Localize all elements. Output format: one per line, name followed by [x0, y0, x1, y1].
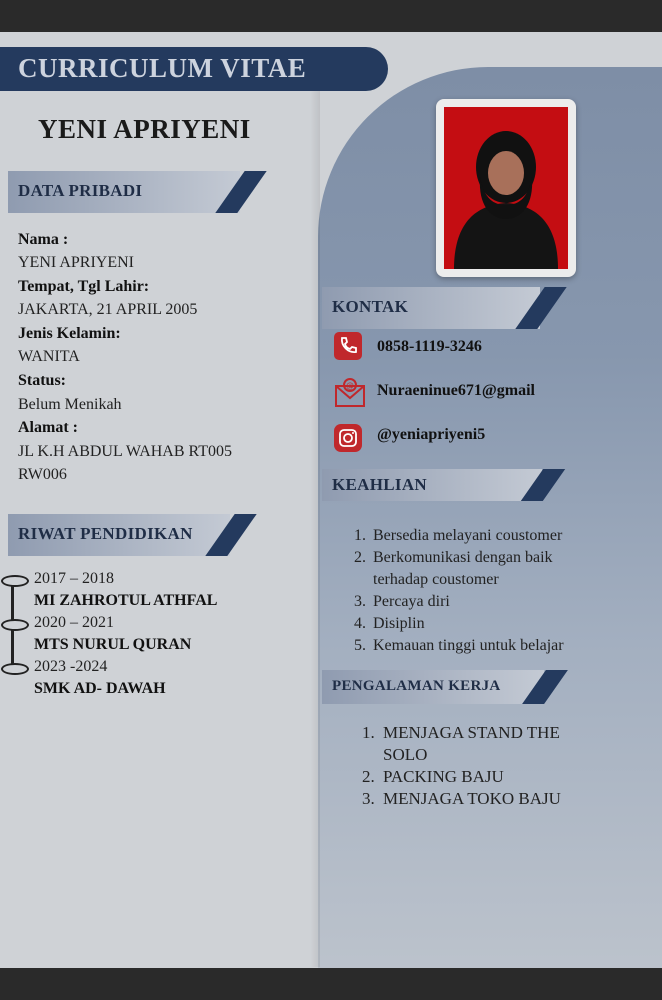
- section-header-pengalaman: [322, 670, 572, 712]
- skill-number: 2.: [354, 549, 366, 566]
- value-nama: YENI APRIYENI: [18, 254, 134, 271]
- section-header-data-pribadi: [8, 171, 268, 213]
- experience-item-cont: SOLO: [383, 745, 428, 764]
- skill-number: 5.: [354, 637, 366, 654]
- section-title: KONTAK: [332, 297, 409, 316]
- value-alamat-line2: RW006: [18, 466, 67, 483]
- label-nama: Nama :: [18, 231, 69, 248]
- value-ttl: JAKARTA, 21 APRIL 2005: [18, 301, 198, 318]
- section-title: DATA PRIBADI: [18, 181, 143, 200]
- panel-shadow: [310, 67, 320, 967]
- label-jenis-kelamin: Jenis Kelamin:: [18, 325, 121, 342]
- label-status: Status:: [18, 372, 67, 389]
- education-school: MI ZAHROTUL ATHFAL: [34, 592, 218, 609]
- timeline-dot: [1, 575, 29, 587]
- svg-text:@: @: [346, 381, 354, 390]
- section-header-kontak: [322, 287, 570, 329]
- skill-number: 1.: [354, 527, 366, 544]
- section-title: RIWAT PENDIDIKAN: [18, 524, 193, 543]
- cv-title: CURRICULUM VITAE: [18, 53, 307, 83]
- education-school: SMK AD- DAWAH: [34, 680, 166, 697]
- experience-number: 3.: [362, 789, 375, 808]
- cv-page: [0, 32, 662, 968]
- bottom-bar: [0, 968, 662, 1000]
- top-bar: [0, 0, 662, 32]
- experience-item: MENJAGA STAND THE: [383, 723, 560, 742]
- timeline-dot: [1, 663, 29, 675]
- value-jenis-kelamin: WANITA: [18, 348, 80, 365]
- profile-photo: [444, 107, 568, 269]
- section-title: PENGALAMAN KERJA: [332, 678, 501, 694]
- contact-instagram: @yeniapriyeni5: [377, 426, 486, 443]
- experience-item: PACKING BAJU: [383, 767, 504, 786]
- email-icon: [334, 376, 366, 408]
- skill-number: 4.: [354, 615, 366, 632]
- section-title: KEAHLIAN: [332, 475, 427, 494]
- skill-number: 3.: [354, 593, 366, 610]
- skill-item-cont: terhadap coustomer: [373, 571, 499, 588]
- value-alamat-line1: JL K.H ABDUL WAHAB RT005: [18, 443, 233, 460]
- education-school: MTS NURUL QURAN: [34, 636, 192, 653]
- phone-icon: [334, 332, 362, 360]
- skill-item: Disiplin: [373, 615, 425, 632]
- section-header-keahlian: [322, 469, 570, 511]
- timeline-dot: [1, 619, 29, 631]
- skill-item: Percaya diri: [373, 593, 450, 610]
- skill-item: Kemauan tinggi untuk belajar: [373, 637, 564, 654]
- experience-number: 2.: [362, 767, 375, 786]
- skill-item: Berkomunikasi dengan baik: [373, 549, 553, 566]
- education-years: 2017 – 2018: [34, 570, 114, 587]
- education-years: 2023 -2024: [34, 658, 108, 675]
- education-years: 2020 – 2021: [34, 614, 114, 631]
- experience-number: 1.: [362, 723, 375, 742]
- person-name: YENI APRIYENI: [38, 114, 251, 144]
- contact-email: Nuraeninue671@gmail: [377, 382, 535, 399]
- label-alamat: Alamat :: [18, 419, 78, 436]
- skill-item: Bersedia melayani coustomer: [373, 527, 563, 544]
- label-ttl: Tempat, Tgl Lahir:: [18, 278, 150, 295]
- contact-phone: 0858-1119-3246: [377, 338, 482, 355]
- experience-item: MENJAGA TOKO BAJU: [383, 789, 561, 808]
- section-header-pendidikan: [8, 514, 258, 556]
- value-status: Belum Menikah: [18, 396, 122, 413]
- instagram-icon: [334, 424, 362, 452]
